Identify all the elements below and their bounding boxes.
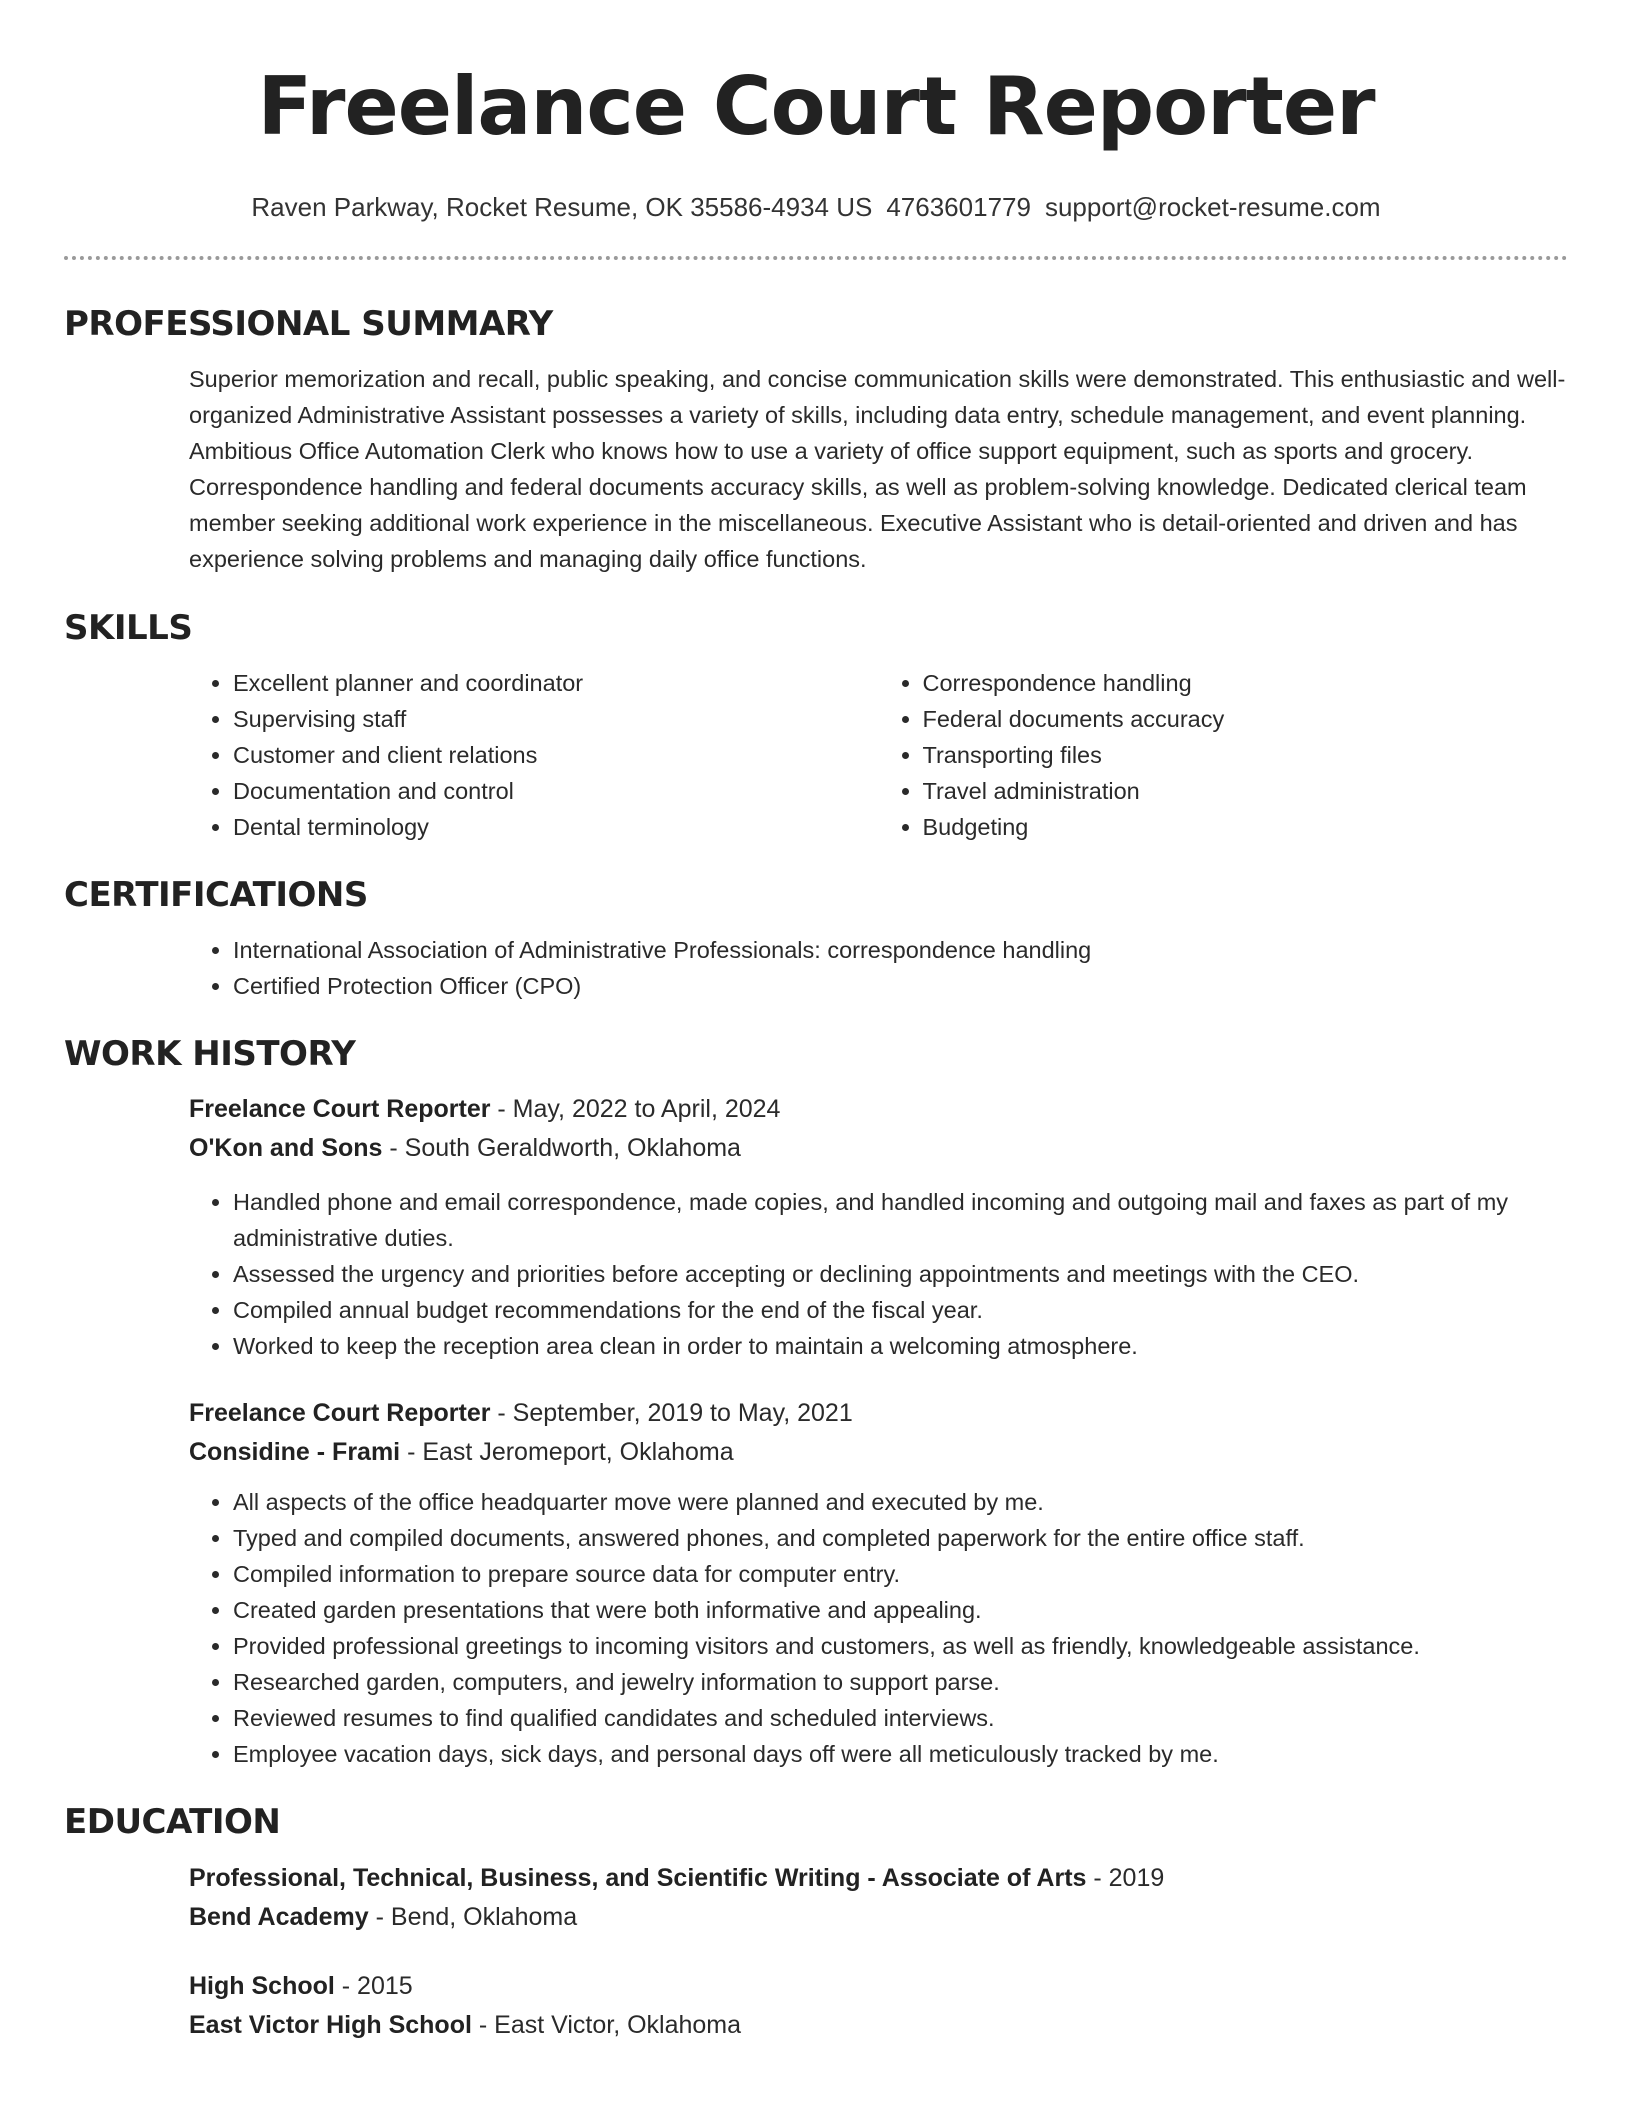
contact-phone: 4763601779 bbox=[886, 192, 1031, 222]
skill-item: • Supervising staff bbox=[233, 701, 879, 737]
education-school: East Victor High School bbox=[189, 2011, 472, 2039]
job-company: Considine - Frami bbox=[189, 1438, 401, 1466]
job-dates: - September, 2019 to May, 2021 bbox=[490, 1399, 853, 1427]
education-degree-line bbox=[189, 1859, 1568, 1898]
job-duty-item: • Provided professional greetings to incoming visitors and customers, as well as friendly, knowledgeable assistance. bbox=[233, 1628, 1568, 1664]
summary-text: Superior memorization and recall, public speaking, and concise communication skills were demonstrated. This enthusiastic and well-organized Administrative Assistant possesses a variety of skills, including data entry, schedule management, and event planning. Ambitious Office Automation Clerk who knows how to use a variety of office support equipment, such as sports and grocery. Correspondence handling and federal documents accuracy skills, as well as problem-solving knowledge. Dedicated clerical team member seeking additional work experience in the miscellaneous. Executive Assistant who is detail-oriented and driven and has experience solving problems and managing daily office functions. bbox=[189, 366, 1566, 572]
job-duty-item: • Employee vacation days, sick days, and personal days off were all meticulously tracked by me. bbox=[233, 1736, 1568, 1772]
job-role: Freelance Court Reporter bbox=[189, 1399, 491, 1427]
skills-list bbox=[189, 665, 1568, 845]
contact-line bbox=[64, 190, 1568, 224]
job-company-line bbox=[189, 1433, 1568, 1472]
job-title-line bbox=[189, 1394, 1568, 1433]
resume-name: Freelance Court Reporter bbox=[257, 60, 1375, 153]
certification-item: • Certified Protection Officer (CPO) bbox=[233, 968, 1568, 1004]
skills-column-right bbox=[879, 665, 1569, 845]
job-duty-item: • Researched garden, computers, and jewelry information to support parse. bbox=[233, 1664, 1568, 1700]
job-entry bbox=[189, 1090, 1568, 1364]
skill-item: • Federal documents accuracy bbox=[923, 701, 1569, 737]
job-dates: - May, 2022 to April, 2024 bbox=[490, 1095, 781, 1123]
job-duty-item: • Compiled annual budget recommendations for the end of the fiscal year. bbox=[233, 1292, 1568, 1328]
education-year: - 2019 bbox=[1086, 1864, 1165, 1892]
job-company: O'Kon and Sons bbox=[189, 1134, 383, 1162]
job-duty-item: • Assessed the urgency and priorities before accepting or declining appointments and meetings with the CEO. bbox=[233, 1256, 1568, 1292]
education-school-line bbox=[189, 1898, 1568, 1937]
skills-column-left bbox=[189, 665, 879, 845]
job-duties bbox=[189, 1484, 1568, 1772]
skill-item: • Customer and client relations bbox=[233, 737, 879, 773]
education-entry bbox=[189, 1859, 1568, 1937]
job-entry bbox=[189, 1394, 1568, 1772]
certification-item: • International Association of Administrative Professionals: correspondence handling bbox=[233, 932, 1568, 968]
job-duty-item: • Handled phone and email correspondence, made copies, and handled incoming and outgoing mail and faxes as part of my administrative duties. bbox=[233, 1184, 1568, 1256]
skill-item: • Documentation and control bbox=[233, 773, 879, 809]
education-degree: High School bbox=[189, 1972, 335, 2000]
job-location: - East Jeromeport, Oklahoma bbox=[400, 1438, 734, 1466]
job-duty-item: • Created garden presentations that were both informative and appealing. bbox=[233, 1592, 1568, 1628]
education-school: Bend Academy bbox=[189, 1903, 369, 1931]
job-title-line bbox=[189, 1090, 1568, 1129]
skill-item: • Travel administration bbox=[923, 773, 1569, 809]
education-school-line bbox=[189, 2006, 1568, 2045]
job-duty-item: • Typed and compiled documents, answered phones, and completed paperwork for the entire office staff. bbox=[233, 1520, 1568, 1556]
work-history-heading: WORK HISTORY bbox=[64, 1034, 356, 1074]
skill-item: • Transporting files bbox=[923, 737, 1569, 773]
certifications-list bbox=[189, 932, 1568, 1004]
contact-address: Raven Parkway, Rocket Resume, OK 35586-4934 US bbox=[251, 192, 873, 222]
education-degree-line bbox=[189, 1967, 1568, 2006]
education-location: - East Victor, Oklahoma bbox=[471, 2011, 742, 2039]
skills-heading: SKILLS bbox=[64, 608, 193, 648]
certifications-heading: CERTIFICATIONS bbox=[64, 875, 368, 915]
job-company-line bbox=[189, 1129, 1568, 1168]
summary-heading: PROFESSIONAL SUMMARY bbox=[64, 304, 553, 344]
education-entry bbox=[189, 1967, 1568, 2045]
skill-item: • Dental terminology bbox=[233, 809, 879, 845]
job-duty-item: • Compiled information to prepare source data for computer entry. bbox=[233, 1556, 1568, 1592]
skill-item: • Correspondence handling bbox=[923, 665, 1569, 701]
header-divider bbox=[64, 256, 1568, 260]
contact-email: support@rocket-resume.com bbox=[1044, 192, 1381, 222]
job-duty-item: • All aspects of the office headquarter move were planned and executed by me. bbox=[233, 1484, 1568, 1520]
education-degree: Professional, Technical, Business, and Scientific Writing - Associate of Arts bbox=[189, 1864, 1087, 1892]
education-location: - Bend, Oklahoma bbox=[368, 1903, 578, 1931]
job-location: - South Geraldworth, Oklahoma bbox=[382, 1134, 741, 1162]
education-year: - 2015 bbox=[334, 1972, 413, 2000]
job-duty-item: • Reviewed resumes to find qualified candidates and scheduled interviews. bbox=[233, 1700, 1568, 1736]
education-heading: EDUCATION bbox=[64, 1802, 281, 1842]
skill-item: • Excellent planner and coordinator bbox=[233, 665, 879, 701]
skill-item: • Budgeting bbox=[923, 809, 1569, 845]
job-duties bbox=[189, 1184, 1568, 1364]
job-role: Freelance Court Reporter bbox=[189, 1095, 491, 1123]
job-duty-item: • Worked to keep the reception area clean in order to maintain a welcoming atmosphere. bbox=[233, 1328, 1568, 1364]
